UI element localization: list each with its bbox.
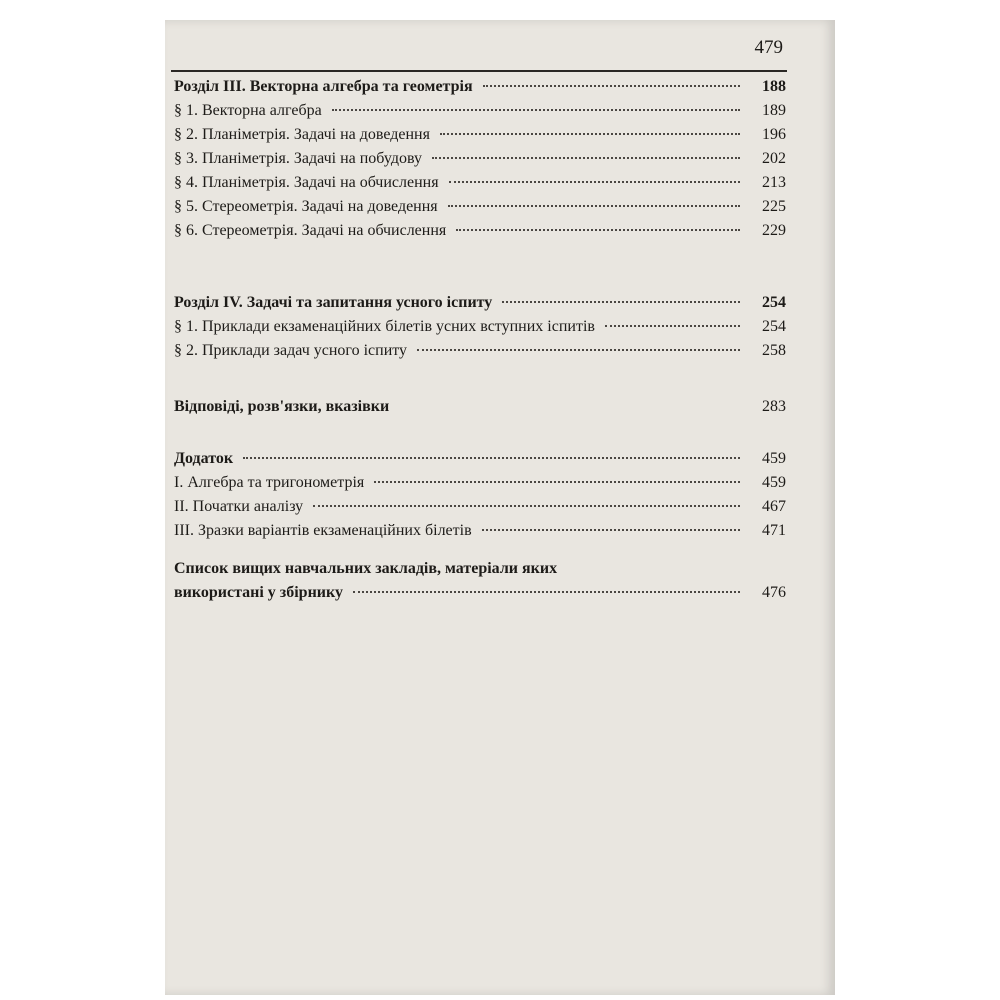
toc-item	[174, 195, 786, 219]
page-number: 479	[754, 37, 783, 58]
toc-entry-label: ІІ. Початки аналізу	[174, 498, 304, 515]
dot-leader	[448, 205, 740, 207]
dot-leader	[456, 229, 740, 231]
spacer	[174, 543, 786, 557]
toc-entry-label: § 6. Стереометрія. Задачі на обчислення	[174, 222, 447, 239]
dot-leader	[332, 109, 740, 111]
toc-entry-label: § 1. Приклади екзаменаційних білетів усних вступних іспитів	[174, 318, 595, 335]
toc-item	[174, 315, 786, 339]
toc-entry-page: 467	[762, 498, 786, 515]
toc-entry-page: 189	[762, 102, 786, 119]
toc-entry-page: 188	[762, 78, 786, 95]
dot-leader	[353, 591, 740, 593]
toc-item	[174, 219, 786, 243]
toc-section-4	[174, 291, 786, 315]
toc-entry-label: § 1. Векторна алгебра	[174, 102, 322, 119]
toc-entry-label: Додаток	[174, 450, 234, 467]
toc-entry-page: 283	[762, 398, 786, 415]
toc-entry-label: § 2. Приклади задач усного іспиту	[174, 342, 408, 359]
dot-leader	[483, 85, 740, 87]
spacer	[174, 243, 786, 267]
toc-entry-label: § 4. Планіметрія. Задачі на обчислення	[174, 174, 439, 191]
dot-leader	[374, 481, 740, 483]
toc-entry-page: 229	[762, 222, 786, 239]
toc-entry-label: Відповіді, розв'язки, вказівки	[174, 398, 390, 415]
toc-entry-page: 459	[762, 474, 786, 491]
toc-entry-label: § 5. Стереометрія. Задачі на доведення	[174, 198, 438, 215]
toc-entry-label: І. Алгебра та тригонометрія	[174, 474, 365, 491]
toc-entry-label: § 3. Планіметрія. Задачі на побудову	[174, 150, 422, 167]
toc-entry-page: 254	[762, 294, 786, 311]
toc-entry-label: § 2. Планіметрія. Задачі на доведення	[174, 126, 430, 143]
toc-answers	[174, 395, 786, 419]
dot-leader	[399, 405, 740, 407]
dot-leader	[243, 457, 740, 459]
toc-entry-label: використані у збірнику	[174, 584, 344, 601]
toc-section-3	[174, 75, 786, 99]
toc-entry-label: Розділ III. Векторна алгебра та геометрія	[174, 78, 473, 95]
toc-entry-page: 213	[762, 174, 786, 191]
toc-entry-page: 254	[762, 318, 786, 335]
toc-item	[174, 339, 786, 363]
toc-item	[174, 519, 786, 543]
toc-entry-page: 202	[762, 150, 786, 167]
spacer	[174, 363, 786, 387]
dot-leader	[482, 529, 740, 531]
spacer	[174, 419, 786, 443]
toc-item	[174, 99, 786, 123]
toc-entry-label: ІІІ. Зразки варіантів екзаменаційних білетів	[174, 522, 472, 539]
toc-item	[174, 495, 786, 519]
toc-entry-page: 225	[762, 198, 786, 215]
toc-item	[174, 171, 786, 195]
toc-entry-continuation	[174, 581, 786, 605]
dot-leader	[432, 157, 740, 159]
toc-appendix	[174, 447, 786, 471]
toc-universities	[174, 557, 786, 605]
toc-item	[174, 147, 786, 171]
dot-leader	[605, 325, 740, 327]
dot-leader	[313, 505, 740, 507]
toc-item	[174, 123, 786, 147]
toc-entry-page: 196	[762, 126, 786, 143]
toc-entry-page: 459	[762, 450, 786, 467]
book-page	[165, 20, 835, 995]
toc-entry-label: Список вищих навчальних закладів, матеріали яких	[174, 560, 558, 577]
toc-entry-page: 471	[762, 522, 786, 539]
dot-leader	[440, 133, 740, 135]
toc-entry-label: Розділ IV. Задачі та запитання усного іспиту	[174, 294, 493, 311]
table-of-contents	[174, 75, 786, 605]
toc-entry-page: 258	[762, 342, 786, 359]
dot-leader	[502, 301, 740, 303]
toc-entry-page: 476	[762, 584, 786, 601]
spacer	[174, 267, 786, 291]
header-rule	[171, 70, 787, 72]
dot-leader	[449, 181, 740, 183]
toc-item	[174, 471, 786, 495]
dot-leader	[417, 349, 740, 351]
